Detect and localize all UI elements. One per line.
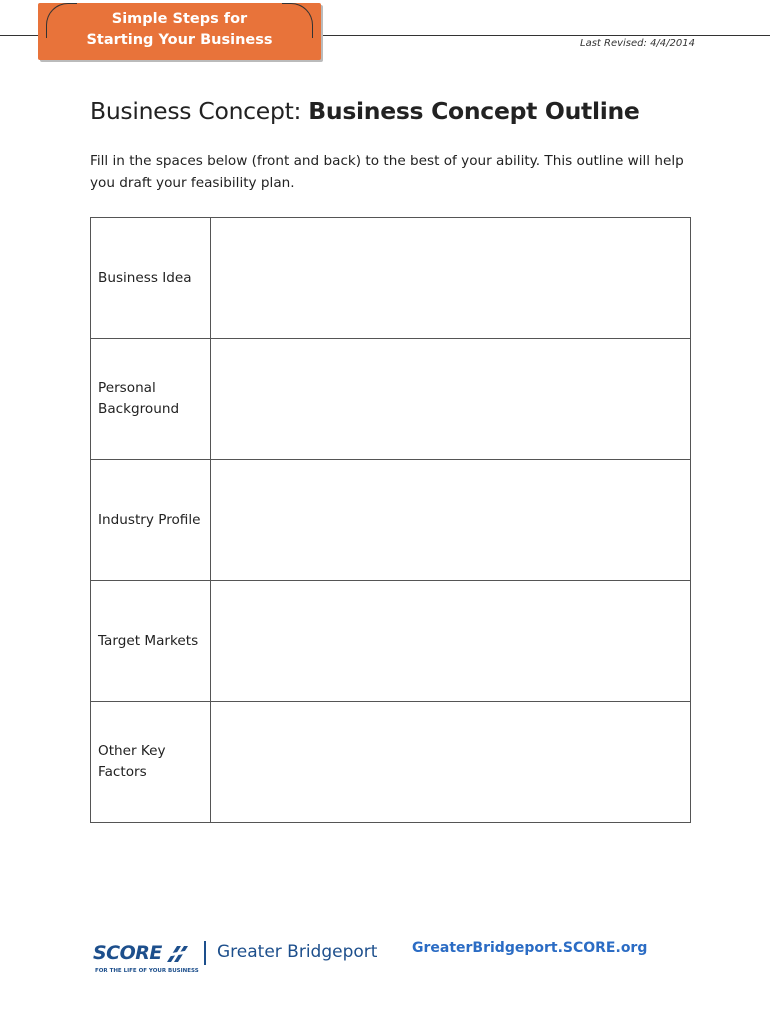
score-tagline: FOR THE LIFE OF YOUR BUSINESS	[95, 968, 199, 974]
table-row	[91, 581, 691, 702]
industry-profile-field[interactable]	[211, 460, 691, 581]
row-label	[91, 702, 211, 823]
banner-line-2: Starting Your Business	[86, 32, 273, 48]
row-label	[91, 339, 211, 460]
row-label-text: Industry Profile	[98, 511, 201, 528]
banner-line-1: Simple Steps for	[111, 11, 248, 27]
target-markets-field[interactable]	[211, 581, 691, 702]
table-row	[91, 218, 691, 339]
personal-background-field[interactable]	[211, 339, 691, 460]
table-row	[91, 460, 691, 581]
concept-outline-table	[90, 217, 691, 823]
score-stripes-icon	[165, 942, 191, 964]
intro-text: Fill in the spaces below (front and back) to the best of your ability. This outline will help you draft your feasibility plan.	[90, 153, 684, 191]
row-label-text: Background	[98, 401, 180, 417]
table-row	[91, 702, 691, 823]
row-label-text: Target Markets	[98, 632, 199, 649]
website-link[interactable]: GreaterBridgeport.SCORE.org	[412, 940, 648, 956]
other-key-factors-field[interactable]	[211, 702, 691, 823]
row-label-text: Factors	[98, 764, 147, 780]
row-label	[91, 581, 211, 702]
score-logo-word: SCORE	[93, 942, 162, 964]
business-idea-field[interactable]	[211, 218, 691, 339]
table-row	[91, 339, 691, 460]
row-label-text: Personal	[98, 380, 156, 396]
row-label	[91, 460, 211, 581]
row-label-text: Other Key	[98, 743, 166, 759]
last-revised-date: Last Revised: 4/4/2014	[580, 38, 695, 49]
row-label	[91, 218, 211, 339]
chapter-name: Greater Bridgeport	[217, 942, 378, 962]
row-label-text: Business Idea	[98, 269, 192, 286]
section-banner	[38, 3, 321, 60]
title-bold: Business Concept Outline	[308, 97, 640, 125]
page-title	[90, 97, 640, 125]
title-prefix: Business Concept:	[90, 97, 309, 125]
footer-divider	[204, 941, 206, 965]
